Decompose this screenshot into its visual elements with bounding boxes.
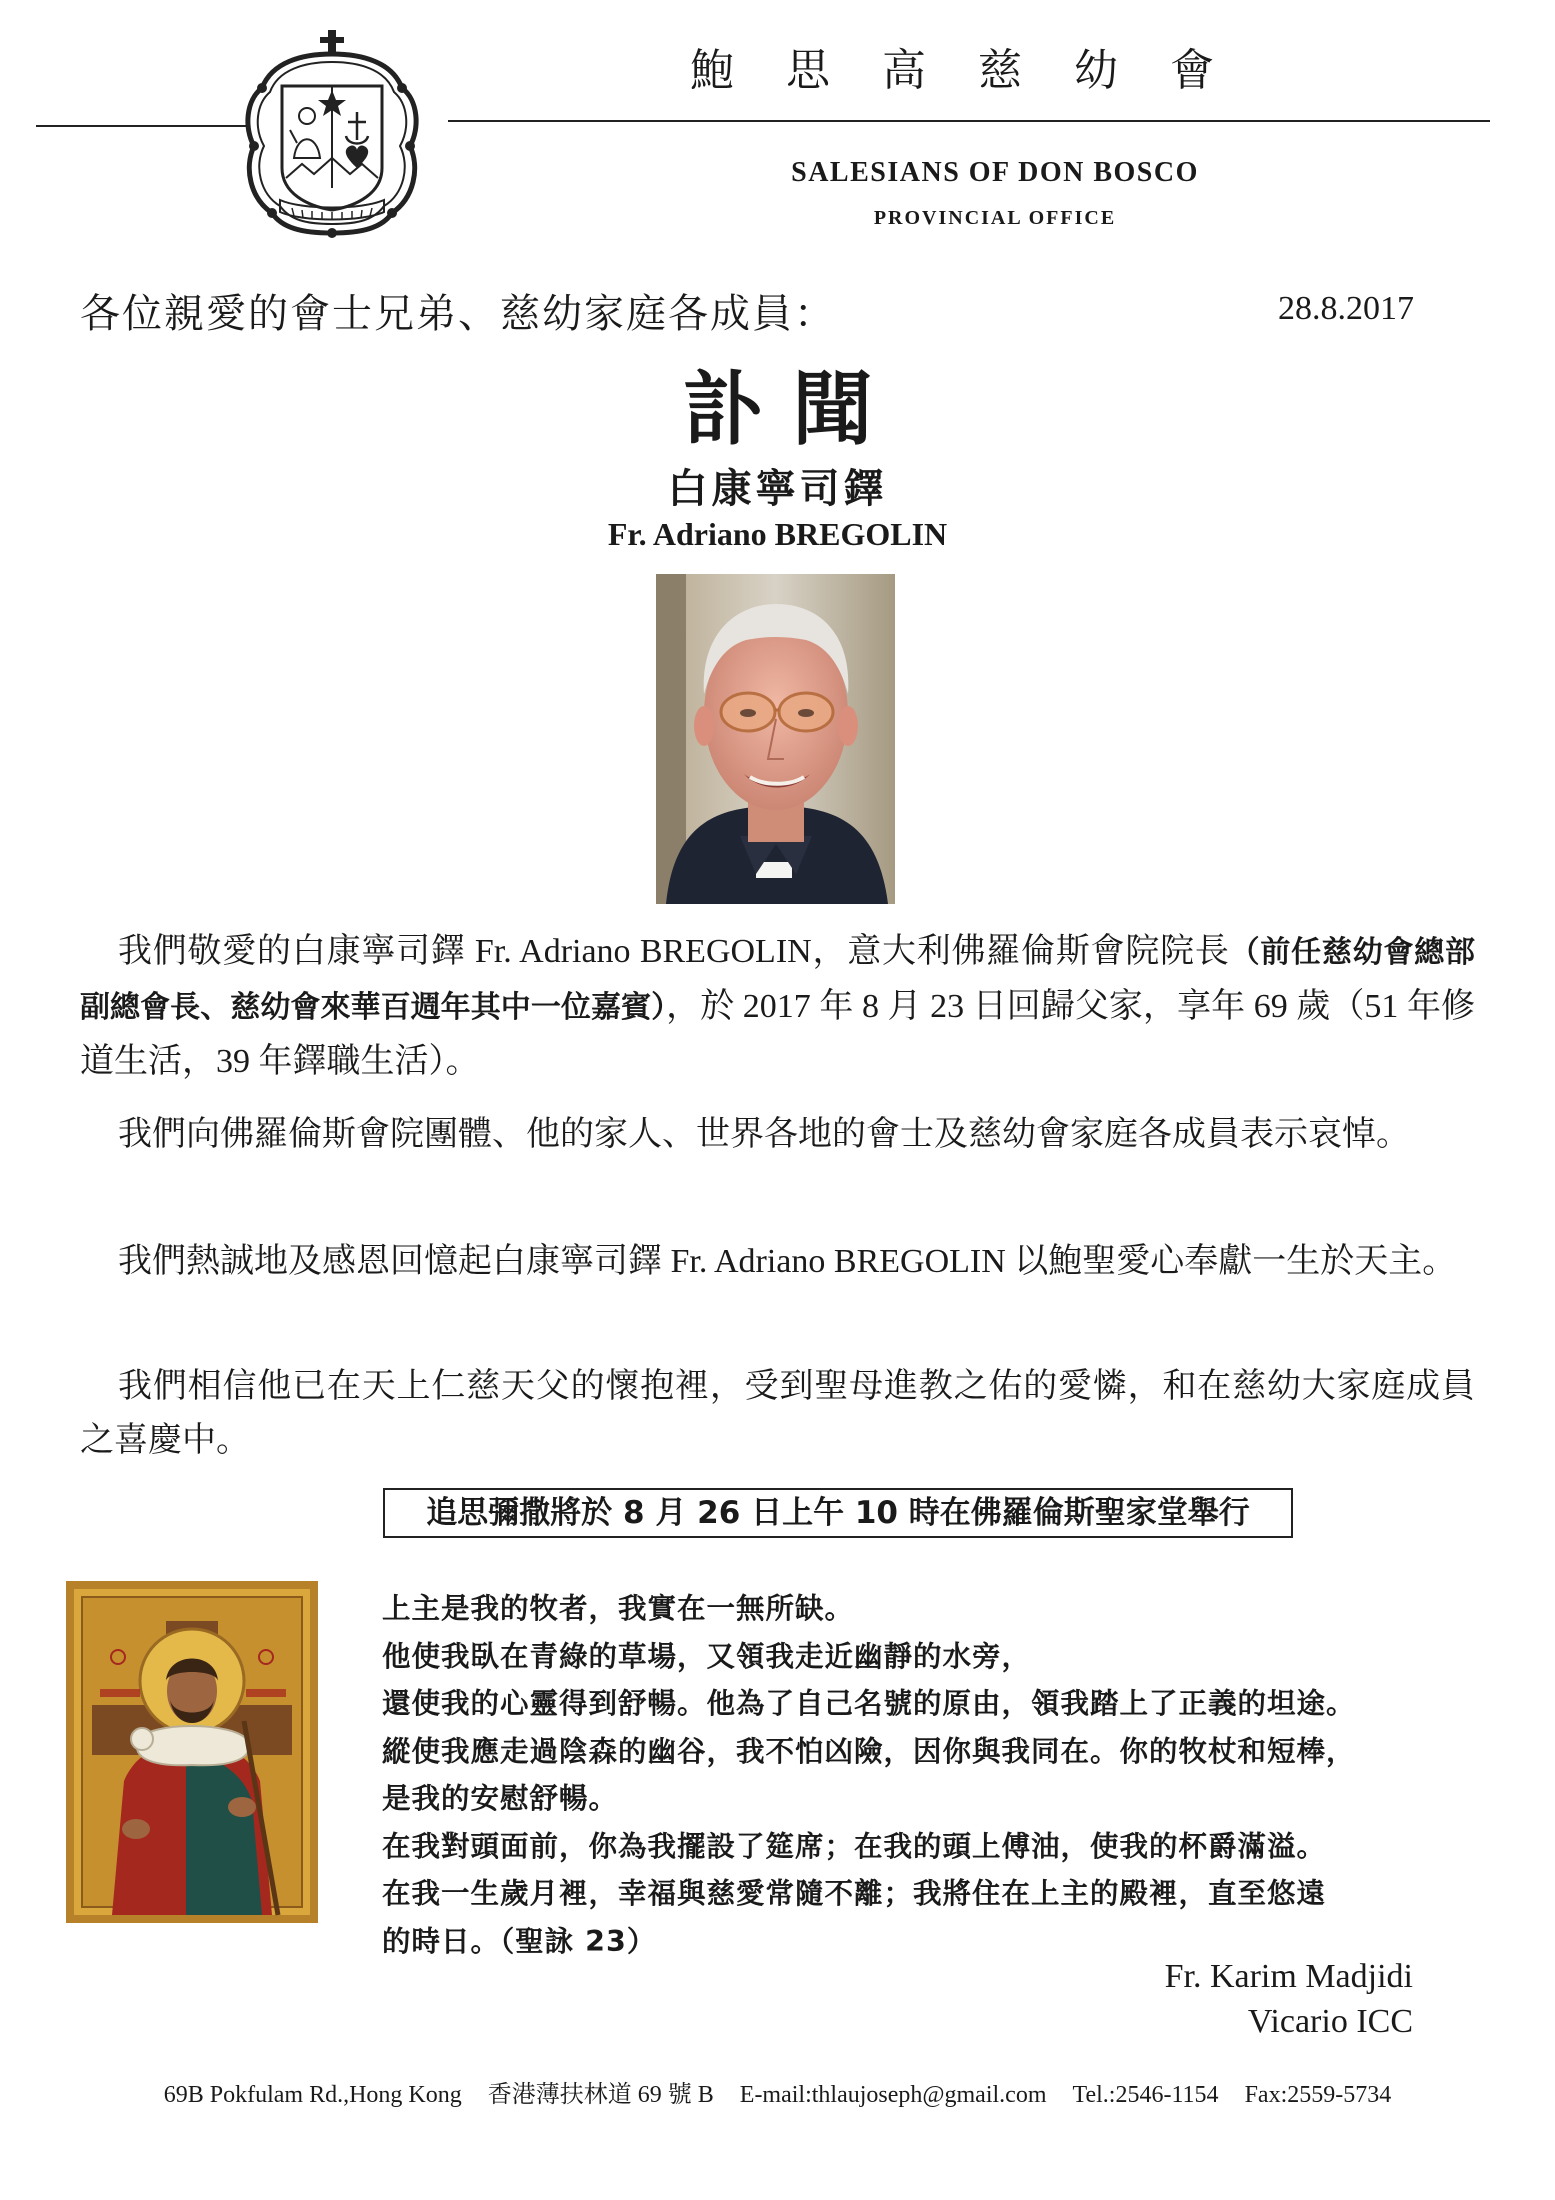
psalm-line: 他使我臥在青綠的草場，又領我走近幽靜的水旁，	[382, 1639, 1032, 1673]
salesian-crest-logo	[242, 28, 422, 250]
psalm-line: 在我一生歲月裡，幸福與慈愛常隨不離；我將住在上主的殿裡，直至悠遠	[382, 1877, 1327, 1910]
signatory-title: Vicario ICC	[1247, 2003, 1413, 2040]
portrait-photo	[656, 574, 895, 904]
provincial-office-label: PROVINCIAL OFFICE	[873, 207, 1117, 229]
psalm-line: 還使我的心靈得到舒暢。他為了自己名號的原由，領我踏上了正義的坦途。	[382, 1687, 1356, 1720]
footer-fax: Fax:2559-5734	[1244, 2082, 1392, 2108]
announcement-text-a: 我們敬愛的白康寧司鐸 Fr. Adriano BREGOLIN，意大利佛羅倫斯會院院長	[118, 933, 1230, 970]
salutation: 各位親愛的會士兄弟、慈幼家庭各成員：	[80, 291, 836, 337]
org-name-english: SALESIANS OF DON BOSCO	[791, 157, 1199, 188]
memorial-mass-notice: 追思彌撒將於 8 月 26 日上午 10 時在佛羅倫斯聖家堂舉行	[383, 1488, 1293, 1538]
psalm-23-text	[382, 1585, 1512, 1965]
footer-address-zh: 香港薄扶林道 69 號 B	[487, 2082, 714, 2108]
letter-date: 28.8.2017	[1278, 290, 1414, 327]
footer-tel: Tel.:2546-1154	[1072, 2082, 1219, 2108]
signatory-name: Fr. Karim Madjidi	[1164, 1958, 1413, 1995]
announcement-text-c: ，於 2017 年 8 月 23 日回歸父家，享年 69 歲（51 年修道生活，39 年鐸職生活）。	[80, 988, 1476, 1080]
psalm-line: 上主是我的牧者，我實在一無所缺。	[382, 1592, 855, 1625]
announcement-text-bold: （前任慈幼會總部副總會長、慈幼會來華百週年其中一位嘉賓）	[80, 935, 1475, 1025]
deceased-name-chinese: 白康寧司鐸	[667, 466, 888, 512]
paragraph-announcement	[80, 925, 1475, 1089]
footer-email: E-mail:thlaujoseph@gmail.com	[739, 2082, 1047, 2108]
paragraph-faith: 我們相信他已在天上仁慈天父的懷抱裡，受到聖母進教之佑的愛憐，和在慈幼大家庭成員之喜慶中。	[80, 1368, 1475, 1459]
good-shepherd-icon	[66, 1581, 318, 1923]
footer-address-en: 69B Pokfulam Rd.,Hong Kong	[163, 2082, 462, 2108]
psalm-line: 的時日。（聖詠 23）	[382, 1924, 657, 1958]
paragraph-condolences: 我們向佛羅倫斯會院團體、他的家人、世界各地的會士及慈幼會家庭各成員表示哀悼。	[118, 1116, 1410, 1153]
paragraph-remembrance: 我們熱誠地及感恩回憶起白康寧司鐸 Fr. Adriano BREGOLIN 以鮑聖愛心奉獻一生於天主。	[118, 1243, 1457, 1280]
header-rule-right	[448, 120, 1490, 122]
header-rule-left	[36, 125, 246, 127]
org-name-chinese: 鮑思高慈幼會	[690, 45, 1266, 96]
obituary-title: 訃聞	[682, 363, 903, 456]
psalm-line: 在我對頭面前，你為我擺設了筵席；在我的頭上傅油，使我的杯爵滿溢。	[382, 1829, 1327, 1863]
psalm-line: 縱使我應走過陰森的幽谷，我不怕凶險，因你與我同在。你的牧杖和短棒，	[382, 1734, 1356, 1768]
deceased-name-english: Fr. Adriano BREGOLIN	[607, 516, 948, 552]
footer-contact	[0, 2074, 1555, 2109]
psalm-line: 是我的安慰舒暢。	[382, 1782, 619, 1815]
